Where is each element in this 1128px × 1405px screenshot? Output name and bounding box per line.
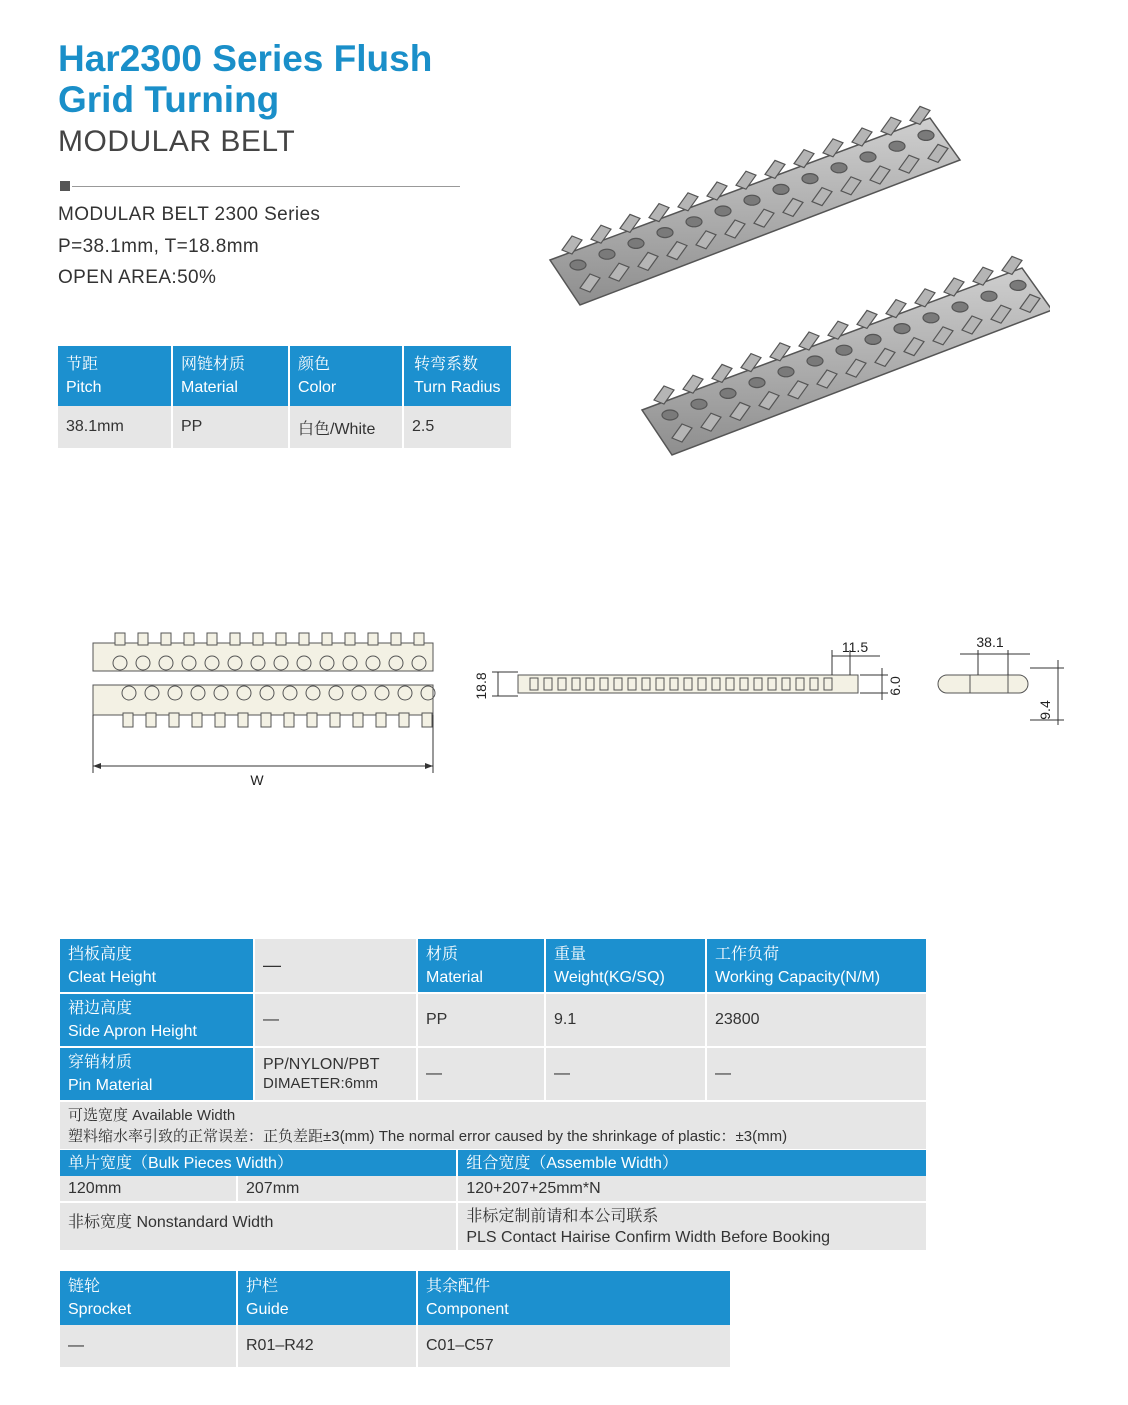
sprocket-value: — [60, 1325, 237, 1367]
plan-tooth [399, 713, 409, 727]
guide-zh: 护栏 [246, 1278, 279, 1295]
cleat-value: — [254, 939, 417, 993]
guide-value: R01–R42 [237, 1325, 417, 1367]
header-pitch-en: Pitch [66, 379, 102, 396]
plan-tooth [192, 713, 202, 727]
contact-en: PLS Contact Hairise Confirm Width Before Booking [466, 1228, 831, 1246]
value-material: PP [172, 406, 289, 448]
capacity-value: 23800 [706, 993, 926, 1047]
belt-hole [686, 217, 702, 227]
weight-zh: 重量 [554, 945, 587, 963]
plan-tooth [230, 633, 240, 645]
belt-segment-upper [550, 106, 960, 305]
belt-hole [952, 302, 968, 312]
header-color-en: Color [298, 379, 337, 396]
belt-hole [807, 356, 823, 366]
belt-illustration [540, 100, 1050, 470]
contact-zh: 非标定制前请和本公司联系 [466, 1207, 659, 1225]
assemble-width-header: 组合宽度（Assemble Width） [466, 1154, 678, 1172]
plan-tooth [299, 633, 309, 645]
plan-tooth [161, 633, 171, 645]
pin-detail-drawing [930, 630, 1070, 730]
belt-hole [836, 345, 852, 355]
apron-value: — [254, 993, 417, 1047]
belt-hole [918, 130, 934, 140]
header-turn-zh: 转弯系数 [414, 356, 479, 373]
header-turn-en: Turn Radius [414, 379, 501, 396]
header-material-zh: 网链材质 [181, 356, 246, 373]
plan-tooth [376, 713, 386, 727]
nonstandard-width: 非标宽度 Nonstandard Width [60, 1202, 457, 1250]
spec-series: MODULAR BELT 2300 Series [58, 204, 321, 225]
tolerance-note: 塑料缩水率引致的正常误差：正负差距±3(mm) The normal error caused by the shrinkage of plastic：±3(mm) [68, 1127, 788, 1145]
belt-hole [889, 141, 905, 151]
belt-hole [923, 313, 939, 323]
value-turn-radius: 2.5 [412, 418, 435, 435]
available-width-label: 可选宽度 Available Width [68, 1106, 236, 1124]
weight-value: 9.1 [545, 993, 706, 1047]
belt-hole [657, 228, 673, 238]
belt-hole [720, 388, 736, 398]
plan-tooth [330, 713, 340, 727]
value-color: 白色/White [289, 406, 403, 448]
value-pitch: 38.1mm [58, 406, 172, 448]
weight-en: Weight(KG/SQ) [554, 968, 665, 986]
belt-hole [894, 324, 910, 334]
plan-tooth [307, 713, 317, 727]
belt-hole [1010, 280, 1026, 290]
material-zh: 材质 [426, 945, 459, 963]
header-color-zh: 颜色 [298, 356, 331, 373]
dim-18-8: 18.8 [473, 672, 489, 700]
plan-view-drawing [85, 625, 445, 790]
plan-tooth [391, 633, 401, 645]
pin-weight-cell: — [545, 1047, 706, 1101]
belt-hole [599, 249, 615, 259]
plan-tooth [284, 713, 294, 727]
apron-zh: 裙边高度 [68, 1000, 133, 1017]
belt-hole [865, 334, 881, 344]
dim-9-4: 9.4 [1037, 700, 1053, 720]
plan-tooth [353, 713, 363, 727]
pin-zh: 穿销材质 [68, 1054, 133, 1071]
width-table [60, 1150, 926, 1250]
guide-en: Guide [246, 1301, 289, 1318]
plan-tooth [138, 633, 148, 645]
dim-11-5: 11.5 [841, 639, 869, 655]
belt-hole [981, 291, 997, 301]
plan-tooth [253, 633, 263, 645]
plan-tooth [215, 713, 225, 727]
component-value: C01–C57 [426, 1337, 494, 1354]
width-label: W [250, 772, 264, 788]
side-view-drawing [470, 630, 910, 720]
sprocket-zh: 链轮 [68, 1278, 101, 1295]
plan-tooth [207, 633, 217, 645]
plan-tooth [146, 713, 156, 727]
belt-hole [860, 152, 876, 162]
plan-tooth [123, 713, 133, 727]
divider [72, 186, 460, 187]
cleat-zh: 挡板高度 [68, 945, 133, 963]
plan-tooth [169, 713, 179, 727]
plan-tooth [261, 713, 271, 727]
accessory-table [60, 1271, 730, 1367]
plan-tooth [414, 633, 424, 645]
plan-tooth [368, 633, 378, 645]
belt-hole [691, 399, 707, 409]
bulk-width-207: 207mm [237, 1176, 457, 1202]
pin-value-1: PP/NYLON/PBT [263, 1056, 380, 1073]
capacity-en: Working Capacity(N/M) [715, 968, 881, 986]
page-subtitle: MODULAR BELT [58, 125, 296, 158]
belt-hole [749, 378, 765, 388]
page-title: Har2300 Series Flush [58, 38, 433, 79]
sprocket-en: Sprocket [68, 1301, 132, 1318]
detail-table [60, 939, 926, 1149]
header-material-en: Material [181, 379, 238, 396]
header-pitch-zh: 节距 [66, 356, 99, 373]
component-zh: 其余配件 [426, 1278, 491, 1295]
belt-hole [773, 184, 789, 194]
belt-hole [715, 206, 731, 216]
pin-en: Pin Material [68, 1077, 153, 1094]
belt-hole [570, 260, 586, 270]
spec-pitch: P=38.1mm, T=18.8mm [58, 236, 260, 257]
plan-tooth [276, 633, 286, 645]
assemble-width-value: 120+207+25mm*N [457, 1176, 926, 1202]
bulk-width-120: 120mm [60, 1176, 237, 1202]
material-value: PP [417, 993, 545, 1047]
plan-tooth [115, 633, 125, 645]
belt-hole [744, 195, 760, 205]
plan-tooth [322, 633, 332, 645]
component-en: Component [426, 1301, 509, 1318]
pin-material-cell: — [417, 1047, 545, 1101]
rule-square [60, 181, 70, 191]
bulk-width-header: 单片宽度（Bulk Pieces Width） [60, 1150, 457, 1176]
page-title-line2: Grid Turning [58, 79, 280, 120]
belt-hole [831, 163, 847, 173]
spec-open-area: OPEN AREA:50% [58, 267, 217, 288]
pin-capacity-cell: — [706, 1047, 926, 1101]
plan-tooth [184, 633, 194, 645]
material-en: Material [426, 968, 483, 986]
plan-tooth [345, 633, 355, 645]
plan-tooth [238, 713, 248, 727]
belt-hole [802, 174, 818, 184]
belt-segment-lower [642, 256, 1050, 455]
cleat-en: Cleat Height [68, 968, 157, 986]
dim-6-0: 6.0 [887, 676, 903, 696]
capacity-zh: 工作负荷 [715, 945, 780, 963]
plan-tooth [422, 713, 432, 727]
belt-hole [778, 367, 794, 377]
belt-hole [628, 238, 644, 248]
belt-hole [662, 410, 678, 420]
dim-38-1: 38.1 [976, 634, 1004, 650]
apron-en: Side Apron Height [68, 1023, 197, 1040]
spec-table [58, 346, 511, 448]
pin-value-2: DIMAETER:6mm [263, 1075, 379, 1092]
